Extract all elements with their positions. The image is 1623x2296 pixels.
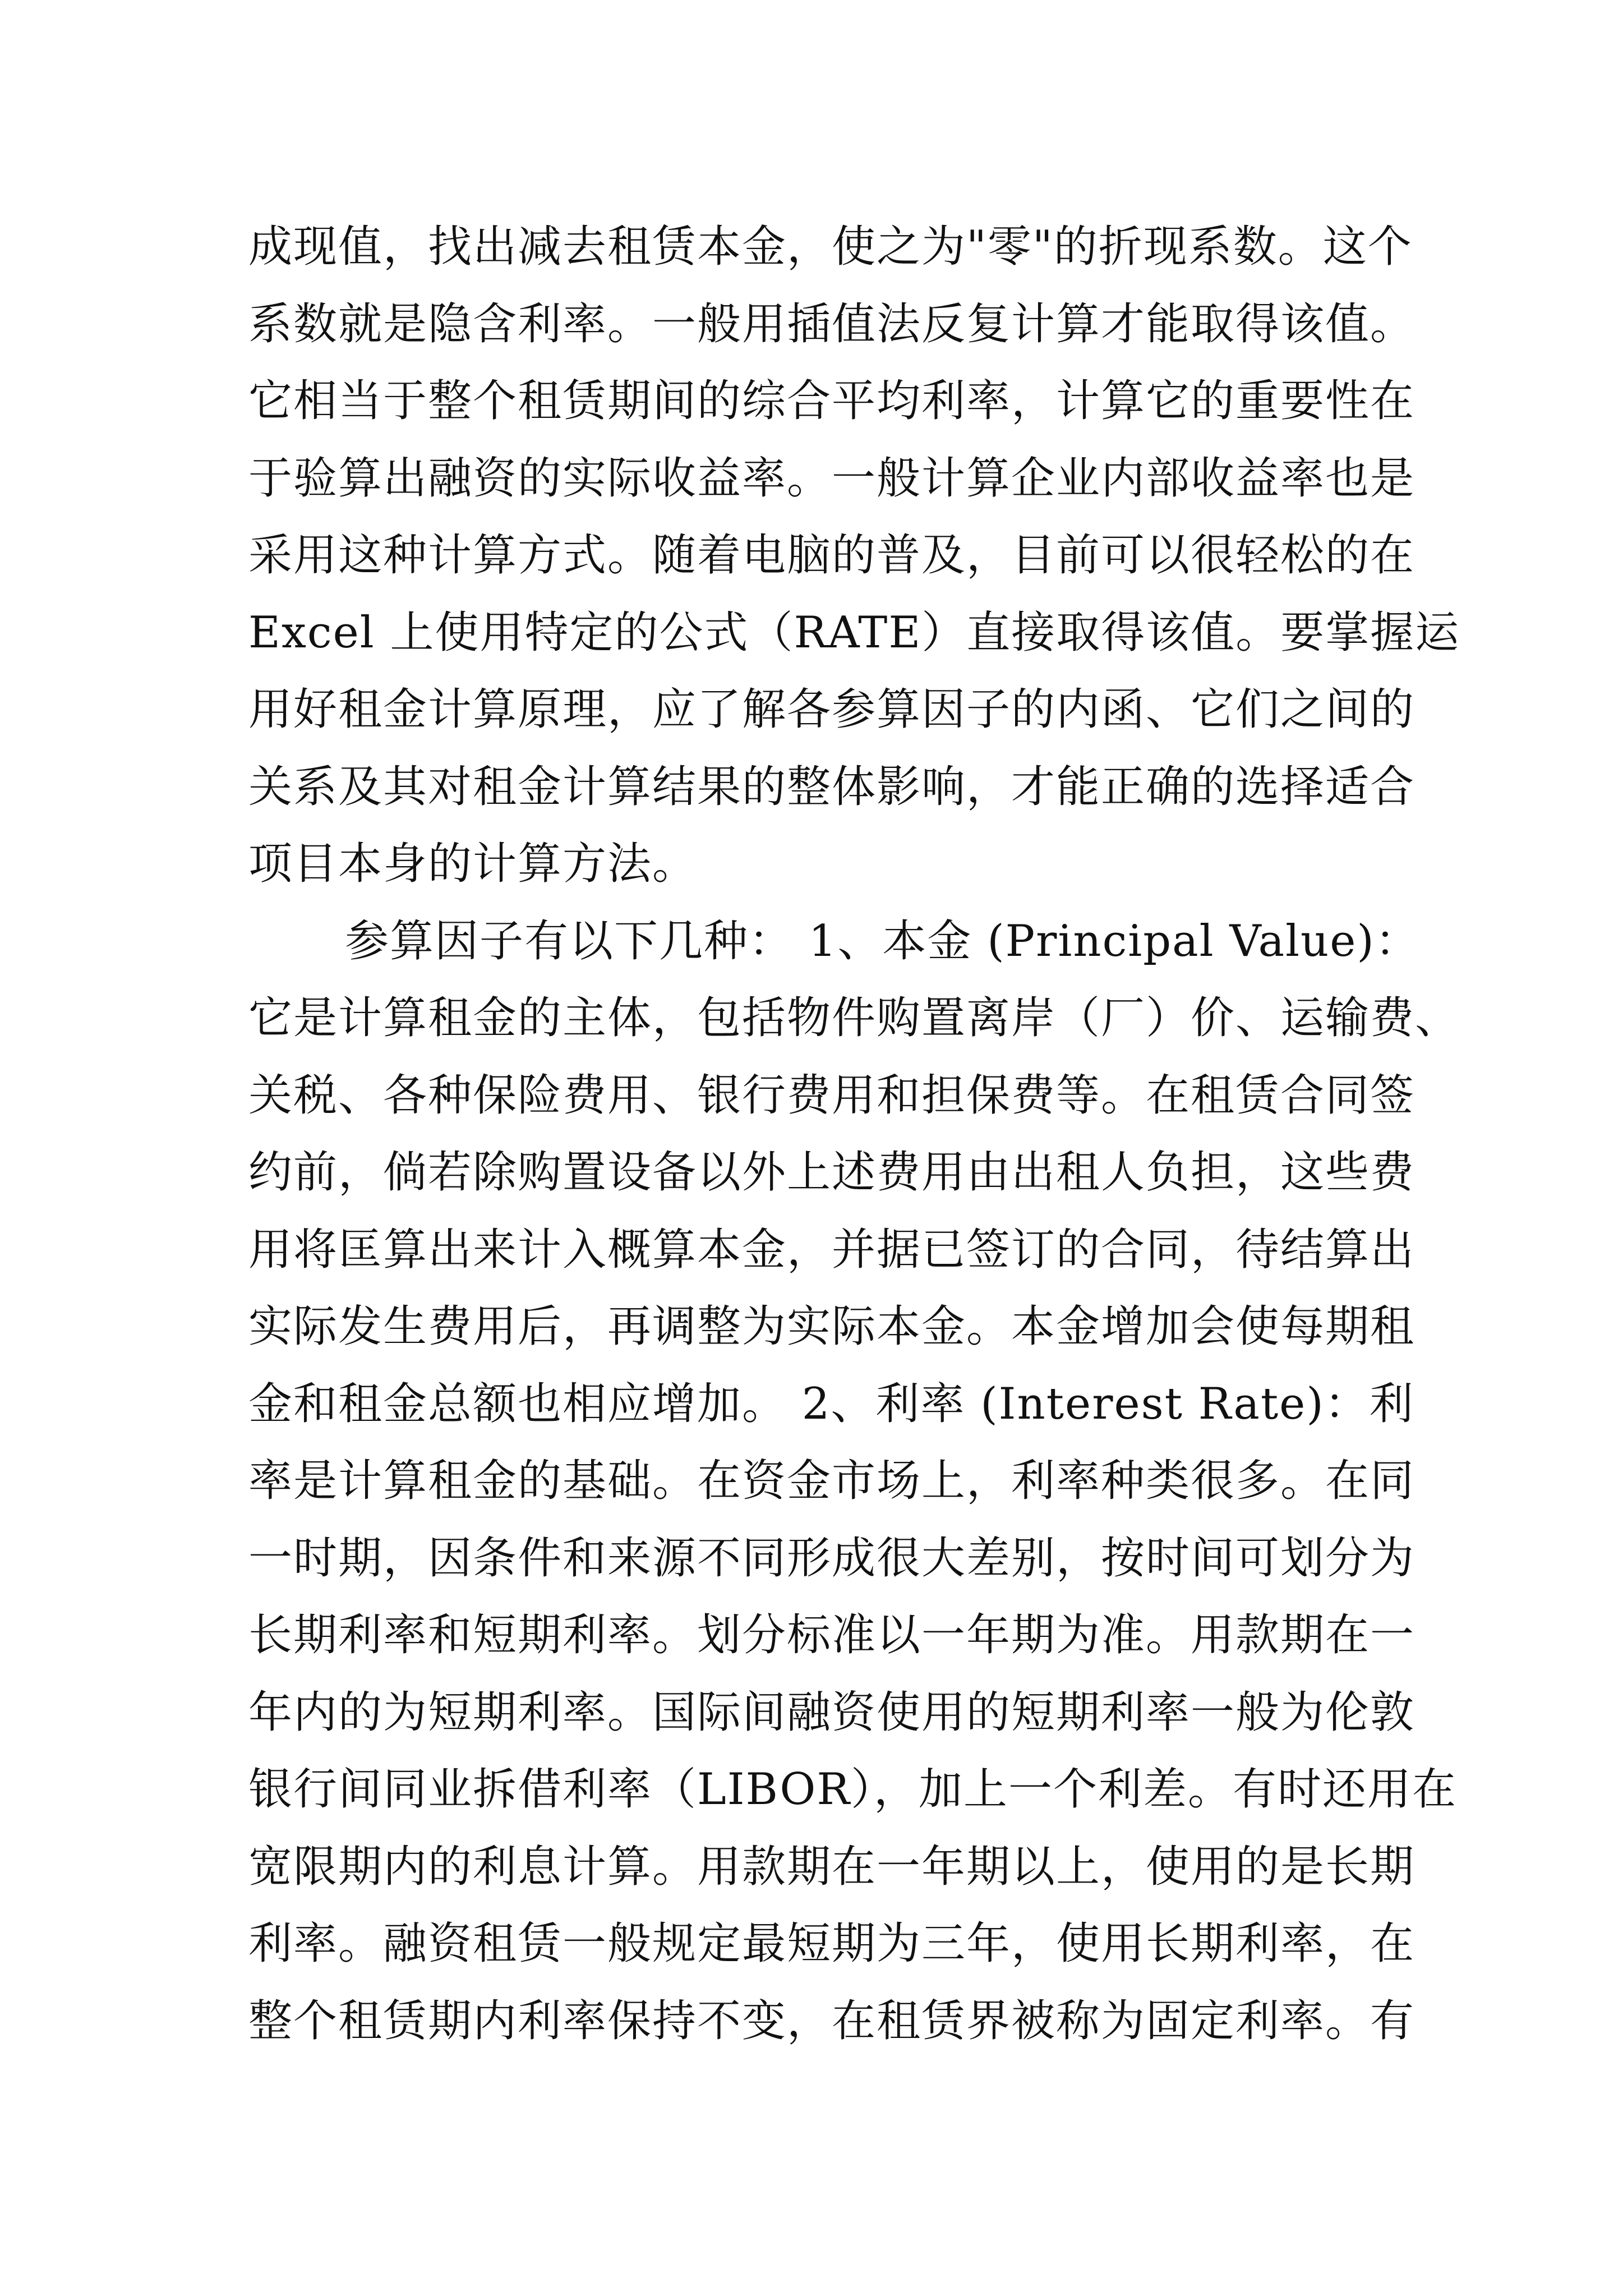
text-line: 项目本身的计算方法。 <box>248 839 698 889</box>
text-line: Excel 上使用特定的公式（RATE）直接取得该值。要掌握运 <box>248 607 1460 658</box>
text-line-indented: 参算因子有以下几种： 1、本金 (Principal Value)： <box>345 915 1420 967</box>
text-line: 利率。融资租赁一般规定最短期为三年，使用长期利率，在 <box>248 1918 1415 1969</box>
body-text <box>248 209 1460 2060</box>
text-line: 成现值，找出减去租赁本金，使之为"零"的折现系数。这个 <box>248 222 1413 272</box>
text-line: 银行间同业拆借利率（LIBOR），加上一个利差。有时还用在 <box>248 1764 1458 1815</box>
text-line: 实际发生费用后，再调整为实际本金。本金增加会使每期租 <box>248 1301 1415 1352</box>
text-line: 它相当于整个租赁期间的综合平均利率，计算它的重要性在 <box>248 376 1415 426</box>
text-line: 用将匡算出来计入概算本金，并据已签订的合同，待结算出 <box>248 1224 1415 1275</box>
text-line: 它是计算租金的主体，包括物件购置离岸（厂）价、运输费、 <box>248 993 1460 1043</box>
text-line: 一时期，因条件和来源不同形成很大差别，按时间可划分为 <box>248 1533 1415 1584</box>
text-line: 率是计算租金的基础。在资金市场上，利率种类很多。在同 <box>248 1456 1415 1506</box>
text-line: 关系及其对租金计算结果的整体影响，才能正确的选择适合 <box>248 761 1415 812</box>
text-line: 关税、各种保险费用、银行费用和担保费等。在租赁合同签 <box>248 1070 1415 1121</box>
text-line: 采用这种计算方式。随着电脑的普及，目前可以很轻松的在 <box>248 530 1415 581</box>
text-line: 整个租赁期内利率保持不变，在租赁界被称为固定利率。有 <box>248 1995 1415 2046</box>
text-line: 用好租金计算原理，应了解各参算因子的内函、它们之间的 <box>248 684 1415 735</box>
text-line: 宽限期内的利息计算。用款期在一年期以上，使用的是长期 <box>248 1841 1415 1892</box>
text-line: 约前，倘若除购置设备以外上述费用由出租人负担，这些费 <box>248 1147 1415 1198</box>
text-line: 年内的为短期利率。国际间融资使用的短期利率一般为伦敦 <box>248 1687 1415 1738</box>
text-line: 长期利率和短期利率。划分标准以一年期为准。用款期在一 <box>248 1610 1415 1660</box>
text-line: 于验算出融资的实际收益率。一般计算企业内部收益率也是 <box>248 453 1415 504</box>
text-line: 金和租金总额也相应增加。 2、利率 (Interest Rate)：利 <box>248 1378 1414 1429</box>
text-line: 系数就是隐含利率。一般用插值法反复计算才能取得该值。 <box>248 298 1415 349</box>
